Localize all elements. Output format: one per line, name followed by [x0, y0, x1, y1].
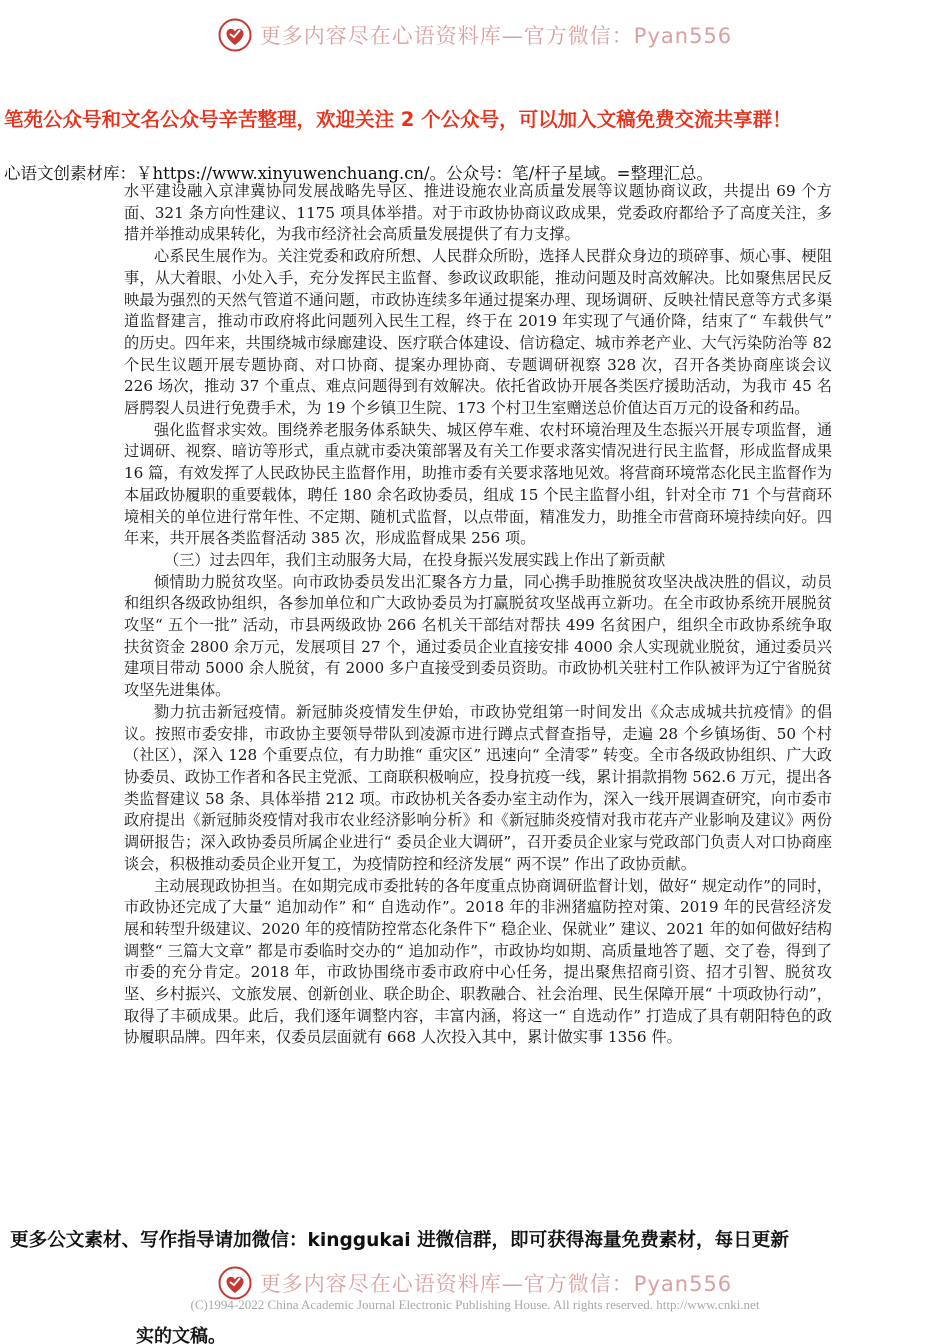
paragraph-continued: 水平建设融入京津冀协同发展战略先导区、推进设施农业高质量发展等议题协商议政，共提出 69 个方面、321 条方向性建议、1175 项具体举措。对于市政协协商议政成果，党委政府都给予了高度关注，多措并举推动成果转化，为我市经济社会高质量发展提供了有力支撑。	[124, 182, 832, 244]
paragraph-poverty: 倾情助力脱贫攻坚。向市政协委员发出汇聚各方力量，同心携手助推脱贫攻坚决战决胜的倡议，动员和组织各级政协组织，各参加单位和广大政协委员为打赢脱贫攻坚战再立新功。在全市政协系统开展脱贫攻坚“ 五个一批” 活动，市县两级政协 266 名机关干部结对帮扶 499 名贫困户，组织全市政协系统争取扶贫资金 2800 余万元，发展项目 27 个，通过委员企业直接安排 4000 余人实现就业脱贫，通过委员兴建项目带动 5000 余人脱贫，有 2000 多户直接受到委员资助。市政协机关驻村工作队被评为辽宁省脱贫攻坚先进集体。	[124, 572, 832, 700]
watermark-footer	[0, 1266, 950, 1300]
heart-logo-icon	[218, 18, 252, 52]
watermark-text: 更多内容尽在心语资料库—官方微信：Pyan556	[259, 24, 733, 48]
paragraph-livelihood: 心系民生展作为。关注党委和政府所想、人民群众所盼，选择人民群众身边的琐碎事、烦心事、梗阻事，从大着眼、小处入手，充分发挥民主监督、参政议政职能，推动问题及时高效解决。比如聚焦居民反映最为强烈的天然气管道不通问题，市政协连续多年通过提案办理、现场调研、反映社情民意等方式多渠道监督建言，推动市政府将此问题列入民生工程，终于在 2019 年实现了气通价降，结束了“ 车载供气” 的历史。四年来，共围绕城市绿廊建设、医疗联合体建设、信访稳定、城市养老产业、大气污染防治等 82 个民生议题开展专题协商、对口协商、提案办理协商、专题调研视察 328 次，召开各类协商座谈会议 226 场次，推动 37 个重点、难点问题得到有效解决。依托省政协开展各类医疗援助活动，为我市 45 名唇腭裂人员进行免费手术，为 19 个乡镇卫生院、173 个村卫生室赠送总价值达百万元的设备和药品。	[124, 247, 832, 418]
paragraph-epidemic: 勠力抗击新冠疫情。新冠肺炎疫情发生伊始，市政协党组第一时间发出《众志成城共抗疫情》的倡议。按照市委安排，市政协主要领导带队到凌源市进行蹲点式督查指导，走遍 28 个乡镇场街、50 个村（社区），深入 128 个重要点位，有力助推“ 重灾区” 迅速向“ 全清零” 转变。全市各级政协组织、广大政协委员、政协工作者和各民主党派、工商联积极响应，投身抗疫一线，累计捐款捐物 562.6 万元，提出各类监督建议 58 条、具体举措 212 项。市政协机关各委办室主动作为，深入一线开展调查研究，向市委市政府提出《新冠肺炎疫情对我市农业经济影响分析》和《新冠肺炎疫情对我市花卉产业影响及建议》两份调研报告；深入政协委员所属企业进行“ 委员企业大调研”，召开委员企业家与党政部门负责人对口协商座谈会，积极推动委员企业开复工，为疫情防控和经济发展“ 两不误” 作出了政协贡献。	[124, 702, 832, 873]
cut-off-text: 实的文稿。	[136, 1326, 226, 1344]
article-body	[124, 181, 832, 1049]
heart-logo-icon	[218, 1266, 252, 1300]
copyright-line: (C)1994-2022 China Academic Journal Electronic Publishing House. All rights reserved. http://www.cnki.net	[190, 1297, 760, 1312]
watermark-header	[0, 18, 950, 52]
watermark-text: 更多内容尽在心语资料库—官方微信：Pyan556	[259, 1272, 733, 1296]
section-heading-3: （三）过去四年，我们主动服务大局，在投身振兴发展实践上作出了新贡献	[164, 550, 666, 569]
bottom-promo-banner: 更多公文素材、写作指导请加微信：kinggukai 进微信群，即可获得海量免费素材，每日更新	[10, 1230, 789, 1251]
paragraph-responsibility: 主动展现政协担当。在如期完成市委批转的各年度重点协商调研监督计划，做好“ 规定动作”的同时，市政协还完成了大量“ 追加动作” 和“ 自选动作”。2018 年的非洲猪瘟防控对策、2019 年的民营经济发展和转型升级建议、2020 年的疫情防控常态化条件下“ 稳企业、保就业” 建议、2021 年的如何做好结构调整“ 三篇大文章” 都是市委临时交办的“ 追加动作”，市政协均如期、高质量地答了题、交了卷，得到了市委的充分肯定。2018 年，市政协围绕市委市政府中心任务，提出聚焦招商引资、招才引智、脱贫攻坚、乡村振兴、文旅发展、创新创业、联企助企、职教融合、社会治理、民生保障开展“ 十项政协行动”，取得了丰硕成果。此后，我们逐年调整内容，丰富内涵，将这一“ 自选动作” 打造成了具有朝阳特色的政协履职品牌。四年来，仅委员层面就有 668 人次投入其中，累计做实事 1356 件。	[124, 876, 832, 1047]
paragraph-supervision: 强化监督求实效。围绕养老服务体系缺失、城区停车难、农村环境治理及生态振兴开展专项监督，通过调研、视察、暗访等形式，重点就市委决策部署及有关工作要求落实情况进行民主监督，形成监督成果 16 篇，有效发挥了人民政协民主监督作用，助推市委有关要求落地见效。将营商环境常态化民主监督作为本届政协履职的重要载体，聘任 180 余名政协委员，组成 15 个民主监督小组，针对全市 71 个与营商环境相关的单位进行常年性、不定期、随机式监督，以点带面，精准发力，助推全市营商环境持续向好。四年来，共开展各类监督活动 385 次，形成监督成果 256 项。	[124, 420, 832, 548]
source-line: 心语文创素材库：￥https://www.xinyuwenchuang.cn/。公众号：笔/杆子星域。=整理汇总。	[4, 164, 714, 183]
red-promo-banner: 笔苑公众号和文名公众号辛苦整理，欢迎关注 2 个公众号，可以加入文稿免费交流共享群！	[4, 108, 792, 131]
